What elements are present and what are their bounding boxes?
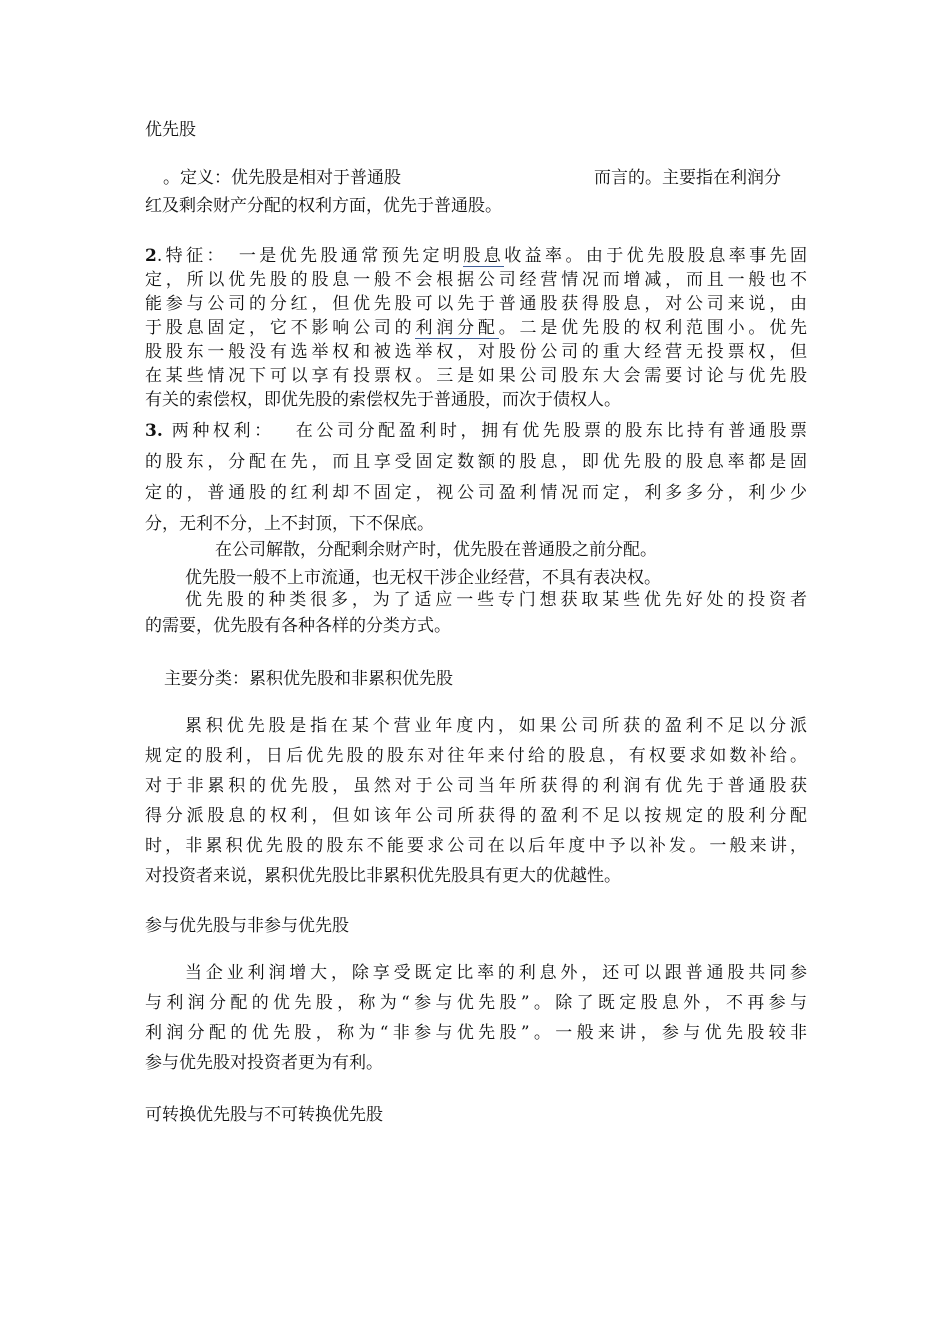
- features-line-3: 能参与公司的分红，但优先股可以先于普通股获得股息，对公司来说，由: [145, 294, 807, 314]
- rights-line-2: 的股东，分配在先，而且享受固定数额的股息，即优先股的股息率都是固: [145, 452, 807, 472]
- cumulative-line-3: 对于非累积的优先股，虽然对于公司当年所获得的利润有优先于普通股获: [145, 776, 807, 796]
- features-line-6: 在某些情况下可以享有投票权。三是如果公司股东大会需要讨论与优先股: [145, 366, 807, 386]
- rights-number: 3.: [145, 421, 163, 441]
- participating-paragraph: [145, 958, 807, 1078]
- cumulative-line-6: 对投资者来说，累积优先股比非累积优先股具有更大的优越性。: [145, 866, 621, 886]
- participating-line-1: 当企业利润增大，除享受既定比率的利息外，还可以跟普通股共同参: [185, 963, 807, 983]
- rights-line-1: 3. 两种权利： 在公司分配盈利时，拥有优先股票的股东比持有普通股票: [145, 421, 807, 441]
- cumulative-paragraph: [145, 711, 807, 891]
- features-line-7: 有关的索偿权，即优先股的索偿权先于普通股，而次于债权人。: [145, 390, 621, 410]
- participating-line-3: 利润分配的优先股，称为“非参与优先股”。一般来讲，参与优先股较非: [145, 1023, 807, 1043]
- profit-distribution-link[interactable]: 利润分配: [415, 318, 499, 338]
- definition-suffix: 而言的。主要指在利润分: [594, 168, 781, 188]
- definition-prefix: 。定义：优先股是相对于普通股: [163, 168, 401, 188]
- cumulative-line-4: 得分派股息的权利，但如该年公司所获得的盈利不足以按规定的股利分配: [145, 806, 807, 826]
- features-paragraph: [145, 244, 807, 412]
- definition-line-2: 红及剩余财产分配的权利方面，优先于普通股。: [145, 196, 502, 216]
- participating-heading: 参与优先股与非参与优先股: [145, 916, 349, 936]
- definition-line-1: [145, 166, 807, 190]
- cumulative-line-2: 规定的股利，日后优先股的股东对往年来付给的股息，有权要求如数补给。: [145, 746, 807, 766]
- features-line-5: 股股东一般没有选举权和被选举权，对股份公司的重大经营无投票权，但: [145, 342, 807, 362]
- cumulative-line-5: 时，非累积优先股的股东不能要求公司在以后年度中予以补发。一般来讲，: [145, 836, 807, 856]
- doc-title: 优先股: [145, 120, 196, 140]
- rights-line-3: 定的，普通股的红利却不固定，视公司盈利情况而定，利多多分，利少少: [145, 483, 807, 503]
- dividend-link[interactable]: 股息: [463, 246, 505, 266]
- participating-line-4: 参与优先股对投资者更为有利。: [145, 1053, 383, 1073]
- features-line-2: 定，所以优先股的股息一般不会根据公司经营情况而增减，而且一般也不: [145, 270, 807, 290]
- main-classification-heading: 主要分类：累积优先股和非累积优先股: [164, 669, 453, 689]
- dissolution-paragraph: 在公司解散，分配剩余财产时，优先股在普通股之前分配。: [215, 540, 657, 560]
- rights-line-4: 分，无利不分，上不封顶，下不保底。: [145, 514, 434, 534]
- types-line-1: 优先股的种类很多，为了适应一些专门想获取某些优先好处的投资者: [185, 590, 807, 610]
- participating-line-2: 与利润分配的优先股，称为“参与优先股”。除了既定股息外，不再参与: [145, 993, 807, 1013]
- types-line-2: 的需要，优先股有各种各样的分类方式。: [145, 616, 451, 636]
- features-number: 2: [145, 246, 157, 266]
- rights-paragraph: [145, 416, 807, 540]
- convertible-heading: 可转换优先股与不可转换优先股: [145, 1105, 383, 1125]
- listing-paragraph: 优先股一般不上市流通，也无权干涉企业经营，不具有表决权。: [185, 568, 661, 588]
- features-line-1: 2.特征： 一是优先股通常预先定明股息收益率。由于优先股股息率事先固: [145, 246, 807, 266]
- cumulative-line-1: 累积优先股是指在某个营业年度内，如果公司所获的盈利不足以分派: [185, 716, 807, 736]
- features-line-4: 于股息固定，它不影响公司的利润分配。二是优先股的权利范围小。优先: [145, 318, 807, 338]
- types-paragraph: [145, 587, 807, 639]
- definition-paragraph: [145, 166, 807, 218]
